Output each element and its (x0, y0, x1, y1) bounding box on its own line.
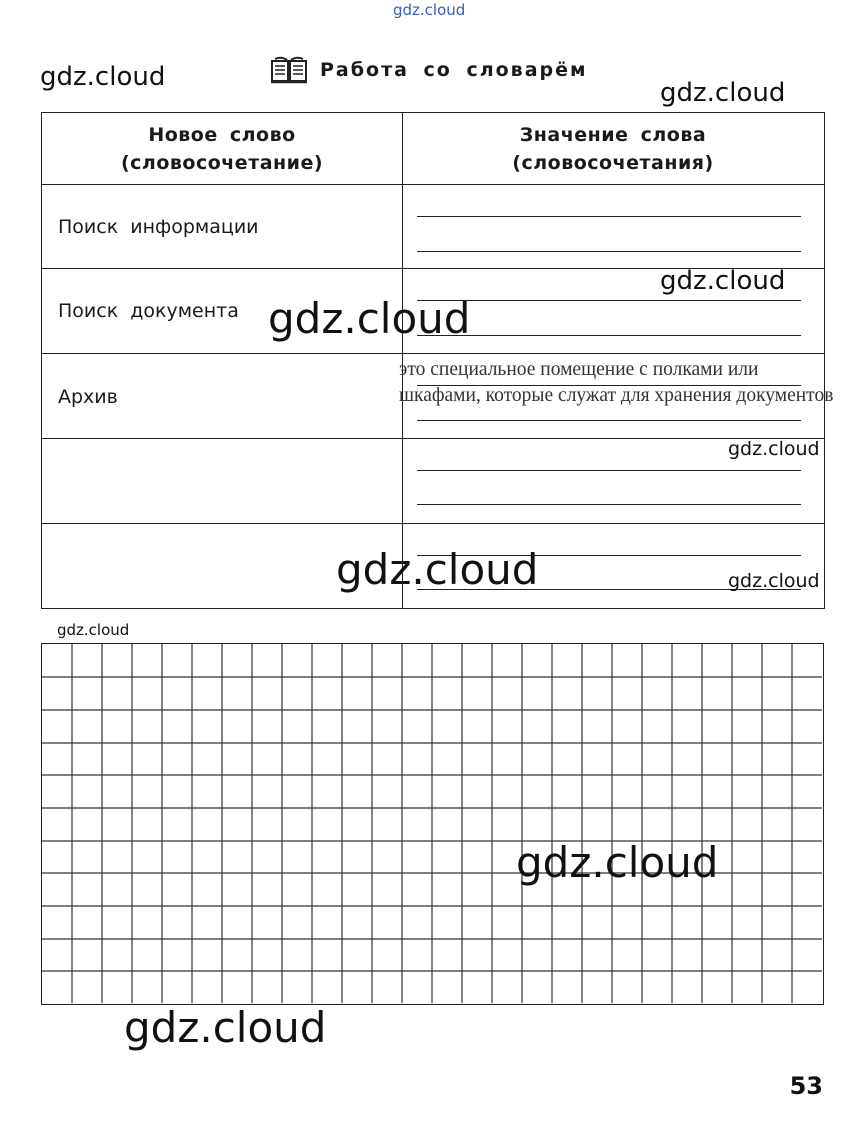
watermark: gdz.cloud (660, 78, 786, 108)
book-icon (270, 55, 308, 85)
column-header-line: (словосочетание) (120, 152, 324, 174)
dictionary-table (41, 112, 834, 609)
row-divider (42, 184, 824, 185)
writing-line (417, 300, 801, 301)
term-search-document: Поиск документа (58, 300, 239, 322)
watermark: gdz.cloud (336, 545, 539, 594)
page-title: Работа со словарём (320, 59, 588, 81)
writing-line (417, 216, 801, 217)
watermark: gdz.cloud (40, 62, 166, 92)
grid-lines (42, 644, 822, 1003)
writing-line (417, 420, 801, 421)
page-number: 53 (789, 1072, 823, 1100)
column-header-new-word (42, 121, 402, 177)
watermark: gdz.cloud (268, 294, 471, 343)
writing-line (417, 470, 801, 471)
term-search-info: Поиск информации (58, 216, 259, 238)
column-header-meaning (402, 121, 824, 177)
meaning-archive: это специальное помещение с полками или шкафами, которые служат для хранения документов (399, 359, 834, 406)
column-header-line: Значение слова (519, 124, 707, 146)
writing-line (417, 335, 801, 336)
watermark: gdz.cloud (728, 570, 820, 592)
writing-line (417, 504, 801, 505)
row-divider (42, 523, 824, 524)
row-divider (42, 438, 824, 439)
column-header-line: (словосочетания) (512, 152, 714, 174)
watermark: gdz.cloud (516, 838, 719, 887)
section-header (270, 55, 588, 85)
row-divider (42, 353, 824, 354)
watermark-top: gdz.cloud (393, 1, 466, 19)
watermark: gdz.cloud (57, 621, 130, 639)
watermark: gdz.cloud (660, 266, 786, 296)
term-archive: Архив (58, 386, 118, 408)
watermark: gdz.cloud (124, 1003, 327, 1052)
writing-line (417, 251, 801, 252)
column-header-line: Новое слово (148, 124, 296, 146)
graph-paper-grid (41, 643, 824, 1005)
watermark: gdz.cloud (728, 438, 820, 460)
